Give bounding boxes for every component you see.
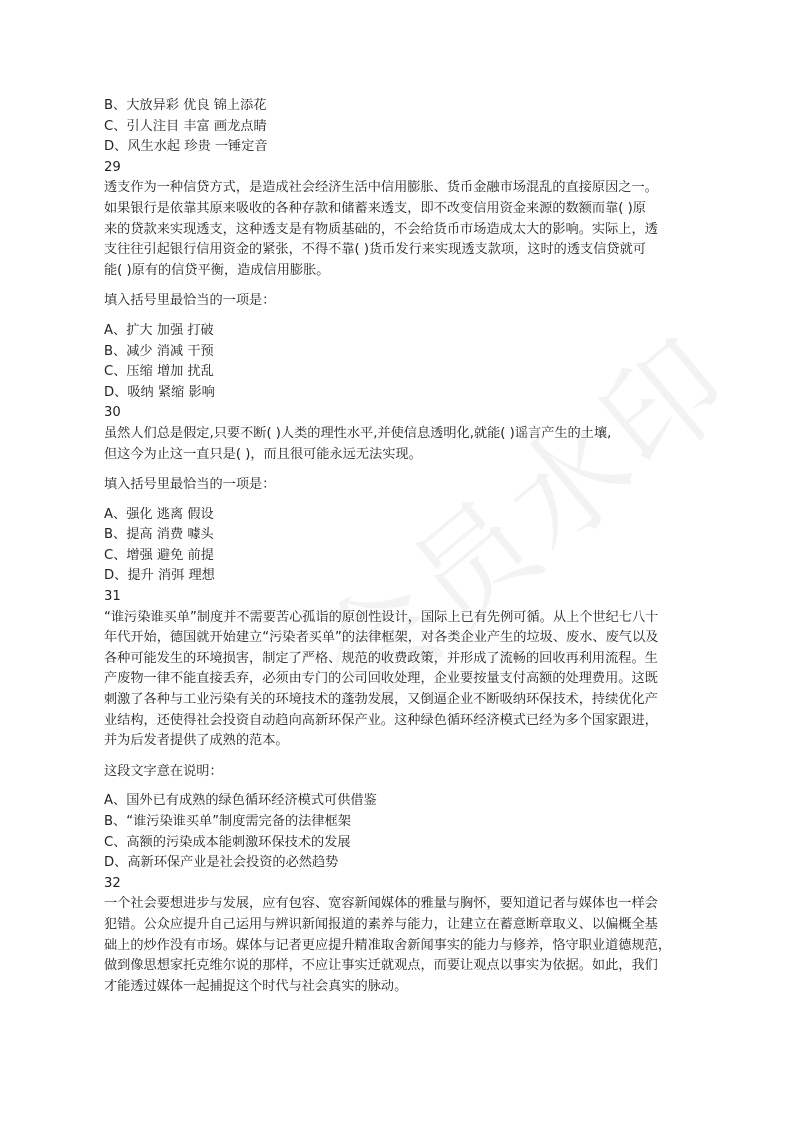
option-a: A、扩大 加强 打破	[104, 322, 214, 338]
option-a: A、强化 逃离 假设	[104, 506, 214, 522]
passage-line: 并为后发者提供了成熟的范本。	[104, 733, 289, 749]
option-b: B、“谁污染谁买单”制度需完备的法律框架	[104, 814, 351, 829]
question-prompt: 这段文字意在说明：	[104, 763, 223, 779]
passage-line: 但这今为止这一直只是( )，而且很可能永远无法实现。	[104, 446, 422, 462]
passage-line: “谁污染谁买单”制度并不需要苦心孤诣的原创性设计，国际上已有先例可循。从上个世纪七八十	[104, 609, 659, 625]
question-passage	[104, 608, 692, 752]
previous-question-options	[104, 96, 692, 158]
option-c: C、高额的污染成本能刺激环保技术的发展	[104, 834, 351, 850]
passage-line: 业结构，还使得社会投资自动趋向高新环保产业。这种绿色循环经济模式已经为多个国家跟进，	[104, 712, 658, 728]
passage-line: 础上的炒作没有市场。媒体与记者更应提升精准取舍新闻事实的能力与修养，恪守职业道德规范，	[104, 937, 672, 953]
option-d: D、提升 消弭 理想	[104, 568, 215, 584]
option-b: B、提高 消费 噱头	[104, 527, 214, 543]
passage-line: 虽然人们总是假定,只要不断( )人类的理性水平,并使信息透明化,就能( )谣言产生的土壤,	[104, 425, 612, 441]
passage-line: 才能透过媒体一起捕捉这个时代与社会真实的脉动。	[104, 978, 408, 994]
option-c: C、增强 避免 前提	[104, 547, 214, 563]
option-a: A、国外已有成熟的绿色循环经济模式可供借鉴	[104, 793, 377, 809]
option-d: D、风生水起 珍贵 一锤定音	[104, 139, 268, 155]
question-prompt: 填入括号里最恰当的一项是：	[104, 477, 276, 493]
passage-line: 刺激了各种与工业污染有关的环境技术的蓬勃发展，又倒逼企业不断吸纳环保技术，持续优化产	[104, 692, 658, 708]
option-b: B、大放异彩 优良 锦上添花	[104, 98, 267, 113]
passage-line: 能( )原有的信贷平衡，造成信用膨胀。	[104, 262, 330, 278]
question-30	[104, 403, 692, 587]
question-number: 29	[104, 159, 121, 175]
passage-line: 如果银行是依靠其原来吸收的各种存款和储蓄来透支，即不改变信用资金来源的数额而靠( )原	[104, 200, 646, 216]
question-29	[104, 158, 692, 404]
passage-line: 年代开始，德国就开始建立“污染者买单”的法律框架，对各类企业产生的垃圾、废水、废气以及	[104, 630, 659, 646]
question-32	[104, 874, 692, 998]
passage-line: 来的贷款来实现透支，这种透支是有物质基础的，不会给货币市场造成太大的影响。实际上，透	[104, 221, 658, 237]
option-c: C、引人注目 丰富 画龙点睛	[104, 118, 267, 134]
question-prompt: 填入括号里最恰当的一项是：	[104, 293, 276, 309]
passage-line: 支往往引起银行信用资金的紧张，不得不靠( )货币发行来实现透支款项，这时的透支信贷就可	[104, 242, 646, 258]
question-passage	[104, 178, 692, 281]
question-number: 32	[104, 875, 121, 891]
question-passage	[104, 894, 692, 997]
option-d: D、高新环保产业是社会投资的必然趋势	[104, 855, 339, 871]
passage-line: 产废物一律不能直接丢弃，必须由专门的公司回收处理，企业要按量支付高额的处理费用。这既	[104, 671, 658, 687]
question-31	[104, 587, 692, 874]
question-passage	[104, 424, 692, 465]
option-c: C、压缩 增加 扰乱	[104, 364, 214, 380]
document-page	[104, 96, 692, 997]
question-number: 31	[104, 589, 121, 605]
passage-line: 一个社会要想进步与发展，应有包容、宽容新闻媒体的雅量与胸怀，要知道记者与媒体也一样会	[104, 896, 658, 912]
passage-line: 犯错。公众应提升自己运用与辨识新闻报道的素养与能力，让建立在蓄意断章取义、以偏概全基	[104, 916, 658, 932]
passage-line: 各种可能发生的环境损害，制定了严格、规范的收费政策，并形成了流畅的回收再利用流程。生	[104, 650, 658, 666]
question-number: 30	[104, 405, 121, 421]
option-b: B、减少 消减 干预	[104, 343, 214, 359]
passage-line: 做到像思想家托克维尔说的那样，不应让事实迁就观点，而要让观点以事实为依据。如此，我们	[104, 958, 658, 974]
option-d: D、吸纳 紧缩 影响	[104, 384, 215, 400]
passage-line: 透支作为一种信贷方式，是造成社会经济生活中信用膨胀、货币金融市场混乱的直接原因之一。	[104, 180, 658, 196]
